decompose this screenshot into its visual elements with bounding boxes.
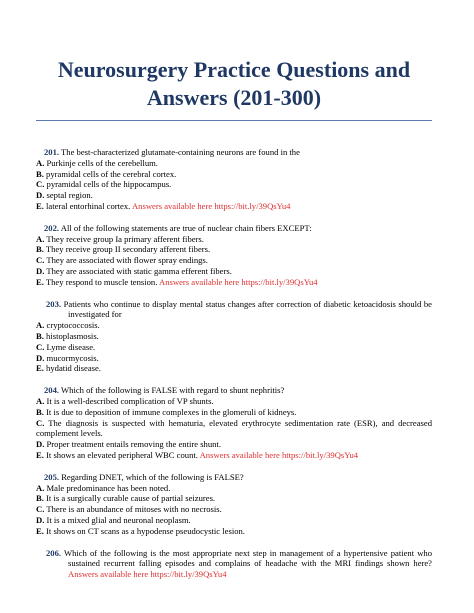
question-number: 201. [44,147,60,157]
option-b: B. pyramidal cells of the cerebral cortex. [36,168,177,179]
answers-link[interactable]: Answers available here https://bit.ly/39QsYu4 [199,449,359,460]
question-text: Patients who continue to display mental status changes after correction of diabetic ketoacidosis should be investigated for [63,298,432,320]
option-d: D. mucormycosis. [36,352,99,363]
option-a: A. It is a well-described complication of VP shunts. [36,395,214,406]
option-c: C. Lyme disease. [36,341,96,352]
question-text: Which of the following is FALSE with regard to shunt nephritis? [61,385,285,396]
option-e: E. lateral entorhinal cortex. Answers available here https://bit.ly/39QsYu4 [36,200,291,211]
page-title: Neurosurgery Practice Questions and Answers (201-300) [57,57,411,110]
question-text: The best-characterized glutamate-containing neurons are found in the [61,147,300,157]
question-number: 204. [44,385,60,396]
option-d: D. It is a mixed glial and neuronal neoplasm. [36,514,191,525]
option-a: A. Male predominance has been noted. [36,482,171,493]
option-e: E. It shows an elevated peripheral WBC count. Answers available here https://bit.ly/39QsYu4 [36,449,359,460]
option-c: C. pyramidal cells of the hippocampus. [36,179,172,190]
question-205 [36,472,432,537]
question-number: 202. [44,222,60,233]
option-b: B. histoplasmosis. [36,330,99,341]
option-a: A. cryptococcosis. [36,320,100,331]
option-d: D. They are associated with static gamma efferent fibers. [36,265,232,276]
option-e: E. It shows on CT scans as a hypodense pseudocystic lesion. [36,525,245,536]
option-a: A. Purkinje cells of the cerebellum. [36,157,158,168]
question-201 [36,147,432,212]
option-e: E. hydatid disease. [36,363,101,374]
option-d: D. Proper treatment entails removing the entire shunt. [36,439,221,450]
option-c: C. There is an abundance of mitoses with no necrosis. [36,504,222,515]
option-d: D. septal region. [36,190,93,201]
question-204 [36,385,432,461]
option-b: B. It is due to deposition of immune complexes in the glomeruli of kidneys. [36,406,297,417]
answers-link[interactable]: Answers available here https://bit.ly/39QsYu4 [159,276,318,287]
option-c: C. The diagnosis is suspected with hematuria, elevated erythrocyte sedimentation rate (ESR), and decreased complement levels. [36,417,432,439]
option-e: E. They respond to muscle tension. Answers available here https://bit.ly/39QsYu4 [36,276,318,287]
option-c: C. They are associated with flower spray endings. [36,255,208,266]
question-206 [36,548,432,580]
question-text: Which of the following is the most appropriate next step in management of a hypertensive patient who sustained recurrent falling episodes and complains of headache with the MRI findings shown here? [64,547,432,569]
option-b: B. It is a surgically curable cause of partial seizures. [36,493,216,504]
question-203 [36,299,432,375]
question-text: All of the following statements are true of nuclear chain fibers EXCEPT: [60,222,312,233]
question-number: 205. [44,471,60,482]
question-text: Regarding DNET, which of the following is FALSE? [61,471,244,482]
question-number: 203. [46,298,62,309]
option-b: B. They receive group II secondary afferent fibers. [36,244,211,255]
option-a: A. They receive group Ia primary afferent fibers. [36,233,204,244]
title-divider [36,120,432,121]
question-202 [36,223,432,288]
question-number: 206. [46,547,62,558]
answers-link[interactable]: Answers available here https://bit.ly/39QsYu4 [68,569,227,580]
answers-link[interactable]: Answers available here https://bit.ly/39QsYu4 [131,200,291,211]
